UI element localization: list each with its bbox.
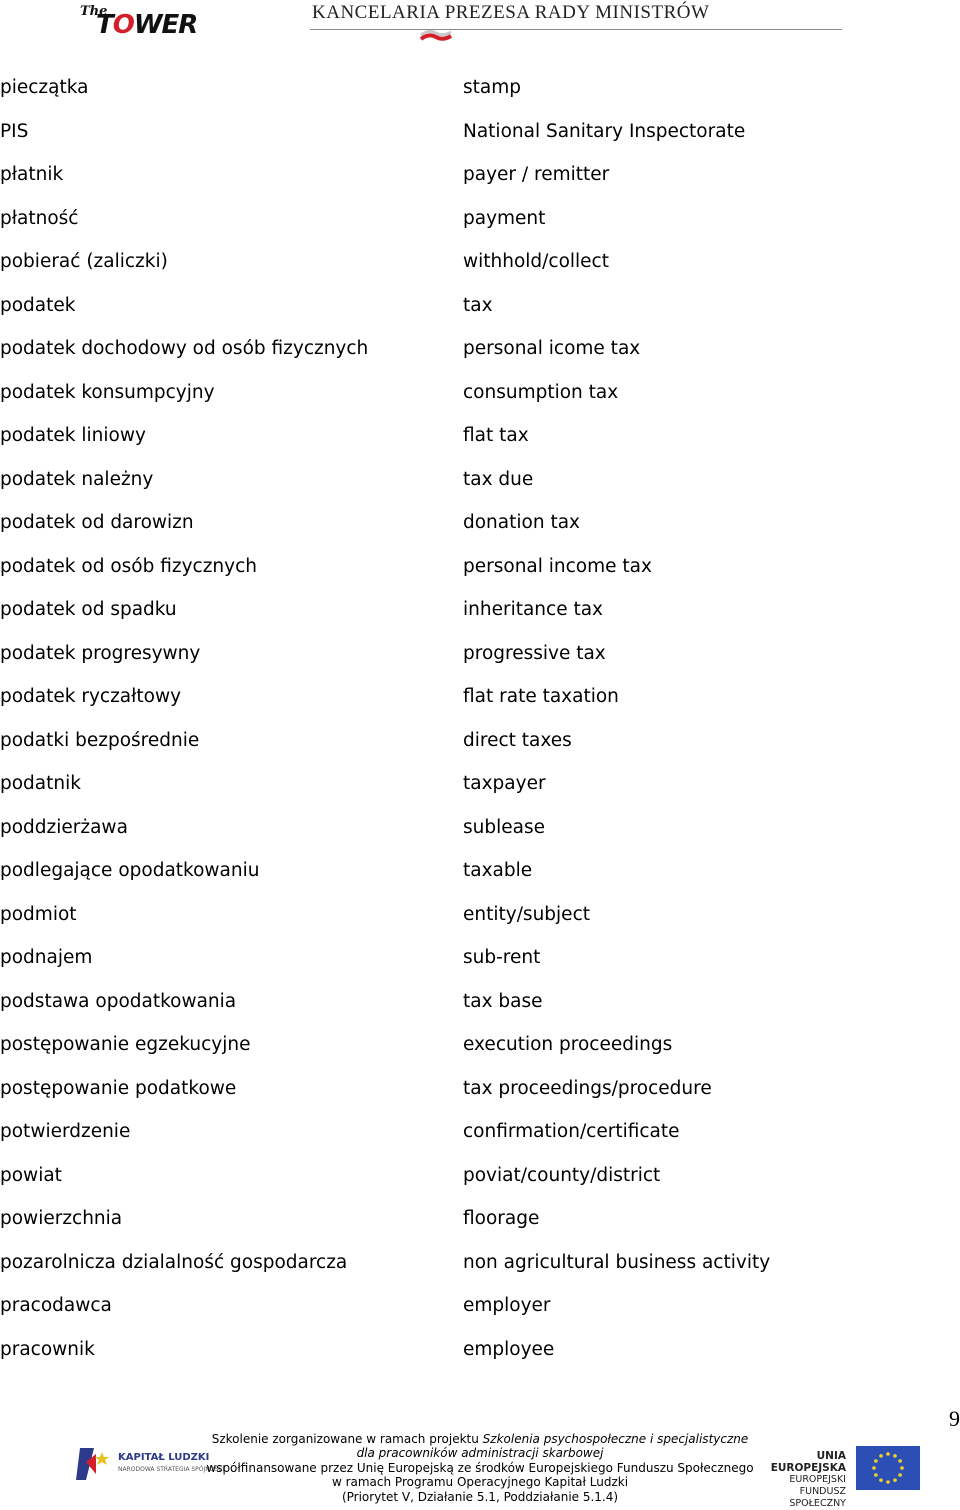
logo-letter-o: O (112, 10, 134, 40)
glossary-row (0, 197, 960, 241)
logo-the-text: The (80, 4, 108, 19)
english-term: non agricultural business activity (463, 1251, 771, 1273)
page-header (0, 0, 960, 60)
english-term: progressive tax (463, 642, 606, 664)
english-term: National Sanitary Inspectorate (463, 120, 746, 142)
polish-term: powierzchnia (0, 1208, 123, 1229)
kapital-ludzki-subtitle: NARODOWA STRATEGIA SPÓJNOŚCI (118, 1466, 225, 1473)
glossary-row (0, 501, 960, 545)
english-term: consumption tax (463, 381, 619, 403)
glossary-row (0, 980, 960, 1024)
polish-term: potwierdzenie (0, 1121, 131, 1142)
polish-flag-icon (420, 26, 452, 44)
eu-line-3: FUNDUSZ SPOŁECZNY (789, 1486, 846, 1509)
logo-letters-rest: WER (133, 10, 198, 40)
glossary-row (0, 1154, 960, 1198)
glossary-row (0, 110, 960, 154)
english-term: donation tax (463, 512, 580, 533)
polish-term: pracodawca (0, 1295, 112, 1316)
glossary-row (0, 153, 960, 197)
footer-line-3: współfinansowane przez Unię Europejską ze środków Europejskiego Funduszu Społecznego (206, 1460, 754, 1475)
glossary-row (0, 849, 960, 893)
glossary-row (0, 1241, 960, 1285)
polish-term: podmiot (0, 903, 77, 925)
eu-star-icon (874, 1459, 878, 1463)
glossary-row (0, 1067, 960, 1111)
glossary-row (0, 893, 960, 937)
eu-star-icon (886, 1480, 890, 1484)
eu-star-icon (879, 1478, 883, 1482)
english-term: poviat/county/district (463, 1164, 661, 1186)
english-term: flat tax (463, 425, 529, 446)
glossary-row (0, 284, 960, 328)
glossary-row (0, 632, 960, 676)
kapital-ludzki-logo (72, 1444, 225, 1484)
english-term: withhold/collect (463, 251, 609, 272)
glossary-row (0, 1023, 960, 1067)
english-term: direct taxes (463, 729, 572, 751)
glossary-row (0, 675, 960, 719)
logo-tower-text (96, 10, 197, 40)
polish-term: pracownik (0, 1338, 95, 1360)
glossary-row (0, 588, 960, 632)
eu-star-icon (872, 1466, 876, 1470)
english-term: personal icome tax (463, 338, 641, 359)
glossary-table (0, 66, 960, 1371)
polish-term: podatek dochodowy od osób fizycznych (0, 338, 369, 359)
polish-term: podatek konsumpcyjny (0, 381, 215, 403)
polish-term: podatek (0, 294, 76, 316)
glossary-row (0, 327, 960, 371)
glossary-row (0, 936, 960, 980)
polish-term: PIS (0, 120, 29, 142)
polish-term: podatek od darowizn (0, 512, 194, 533)
polish-term: postępowanie egzekucyjne (0, 1034, 251, 1055)
glossary-row (0, 719, 960, 763)
footer-line-1 (200, 1432, 760, 1446)
polish-term: podstawa opodatkowania (0, 990, 237, 1012)
eu-star-icon (898, 1459, 902, 1463)
english-term: taxpayer (463, 773, 546, 794)
footer-text (200, 1432, 760, 1504)
glossary-row (0, 1110, 960, 1154)
english-term: payment (463, 207, 546, 229)
polish-term: płatnik (0, 164, 64, 185)
eu-logo (746, 1446, 926, 1509)
kapital-ludzki-emblem-icon (72, 1444, 112, 1484)
glossary-row (0, 1197, 960, 1241)
footer-project-prefix: Szkolenie zorganizowane w ramach projektu (211, 1432, 479, 1446)
ministry-name: KANCELARIA PREZESA RADY MINISTRÓW (312, 2, 710, 23)
glossary-row (0, 1328, 960, 1372)
page-number: 9 (949, 1406, 960, 1431)
english-term: stamp (463, 77, 521, 98)
english-term: tax (463, 294, 493, 316)
eu-star-icon (900, 1466, 904, 1470)
polish-term: podatnik (0, 773, 81, 794)
polish-term: podatek od spadku (0, 599, 177, 620)
english-term: entity/subject (463, 903, 590, 925)
polish-term: podatek ryczałtowy (0, 686, 182, 707)
glossary-row (0, 414, 960, 458)
english-term: employer (463, 1295, 551, 1316)
english-term: taxable (463, 860, 533, 881)
eu-flag-icon (856, 1446, 920, 1490)
eu-line-1: UNIA EUROPEJSKA (770, 1450, 846, 1474)
glossary-row (0, 806, 960, 850)
eu-star-icon (893, 1454, 897, 1458)
english-term: personal income tax (463, 555, 652, 577)
polish-term: podlegające opodatkowaniu (0, 860, 260, 881)
glossary-row (0, 762, 960, 806)
polish-term: podatki bezpośrednie (0, 729, 200, 751)
glossary-row (0, 66, 960, 110)
footer-line-5: (Priorytet V, Działanie 5.1, Poddziałanie 5.1.4) (341, 1489, 619, 1504)
footer-line-4: w ramach Programu Operacyjnego Kapitał Ludzki (331, 1475, 629, 1490)
eu-line-2: EUROPEJSKI (789, 1474, 846, 1485)
english-term: flat rate taxation (463, 686, 619, 707)
english-term: confirmation/certificate (463, 1121, 680, 1142)
glossary-row (0, 371, 960, 415)
polish-term: pozarolnicza dzialalność gospodarcza (0, 1251, 348, 1273)
footer-project-name: Szkolenia psychospołeczne i specjalistyczne (482, 1432, 749, 1446)
eu-star-icon (893, 1478, 897, 1482)
english-term: tax due (463, 468, 534, 490)
english-term: sub-rent (463, 947, 541, 968)
polish-term: postępowanie podatkowe (0, 1077, 237, 1099)
english-term: tax proceedings/procedure (463, 1077, 712, 1099)
polish-term: podatek progresywny (0, 642, 201, 664)
english-term: execution proceedings (463, 1034, 673, 1055)
kapital-ludzki-title: KAPITAŁ LUDZKI (118, 1452, 210, 1463)
polish-term: poddzierżawa (0, 816, 128, 838)
polish-term: podnajem (0, 947, 93, 968)
eu-star-icon (874, 1473, 878, 1477)
eu-star-icon (898, 1473, 902, 1477)
glossary-row (0, 458, 960, 502)
polish-term: pieczątka (0, 77, 89, 98)
glossary-row (0, 545, 960, 589)
polish-term: podatek liniowy (0, 425, 146, 446)
polish-term: powiat (0, 1164, 62, 1186)
english-term: sublease (463, 816, 545, 838)
eu-text (746, 1450, 846, 1510)
english-term: inheritance tax (463, 599, 604, 620)
glossary-row (0, 1284, 960, 1328)
logo-letter-t: T (96, 10, 113, 40)
glossary-row (0, 240, 960, 284)
english-term: tax base (463, 990, 543, 1012)
english-term: payer / remitter (463, 164, 610, 185)
footer-line-2: dla pracowników administracji skarbowej (356, 1446, 604, 1461)
polish-term: pobierać (zaliczki) (0, 251, 168, 272)
polish-term: podatek należny (0, 468, 154, 490)
eu-star-icon (886, 1452, 890, 1456)
the-tower-logo (80, 4, 210, 42)
english-term: employee (463, 1338, 555, 1360)
eu-star-icon (879, 1454, 883, 1458)
polish-term: podatek od osób fizycznych (0, 555, 257, 577)
polish-term: płatność (0, 207, 79, 229)
english-term: floorage (463, 1208, 540, 1229)
header-divider (310, 29, 842, 30)
